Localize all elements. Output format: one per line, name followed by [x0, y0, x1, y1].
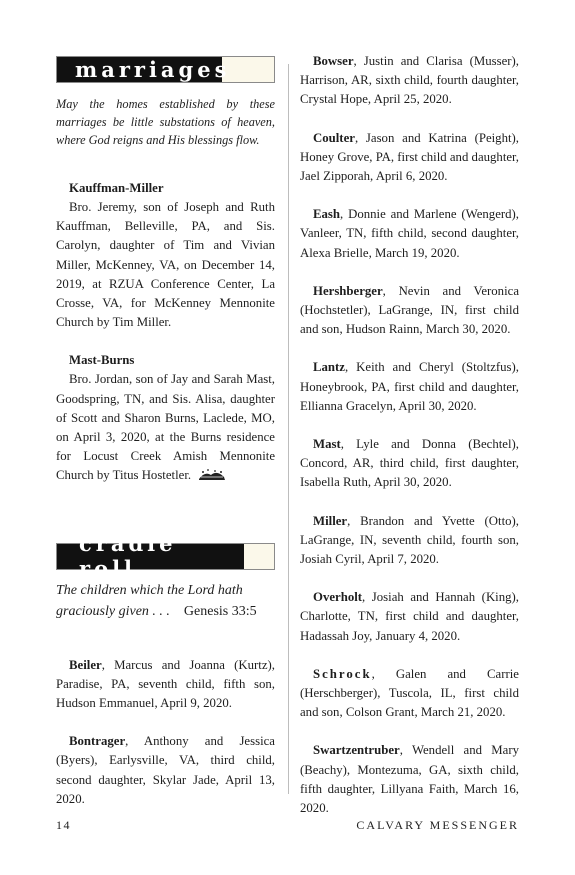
page-number: 14 — [56, 818, 71, 832]
birth-entry — [300, 129, 519, 187]
marriages-intro: May the homes established by these marriages be little substations of heaven, where God reigns and His blessings flow. — [56, 97, 275, 147]
birth-entry — [56, 732, 275, 809]
family-name: Beiler — [69, 657, 102, 672]
birth-entry — [300, 358, 519, 416]
verse-reference: Genesis 33:5 — [183, 603, 257, 619]
marriages-banner — [56, 56, 275, 83]
family-name: Eash — [313, 207, 341, 222]
birth-entry — [300, 741, 519, 818]
left-column — [56, 56, 275, 809]
birth-entry — [300, 52, 519, 110]
marriage-entry — [56, 351, 275, 485]
marriage-body: Bro. Jeremy, son of Joseph and Ruth Kauffman, Belleville, PA, and Sis. Carolyn, daughter of Tim and Vivian Miller, McKenney, VA, on December 14, 2019, at RZUA Conference Center, La Crosse, VA, for McKenney Mennonite Church by Tim Miller. — [56, 200, 275, 330]
birth-entry — [300, 588, 519, 646]
family-name: Bowser — [313, 54, 354, 68]
family-name: Hershberger — [313, 283, 383, 298]
family-name: Schrock — [313, 666, 372, 681]
birth-details: , Nevin and Veronica (Hochstetler), LaGrange, IN, first child and son, Hudson Rainn, March 30, 2020. — [300, 283, 519, 337]
birth-details: , Anthony and Jessica (Byers), Earlysville, VA, third child, second daughter, Skylar Jade, April 13, 2020. — [56, 734, 275, 806]
birth-details: , Galen and Carrie (Herschberger), Tuscola, IL, first child and son, Colson Grant, March 21, 2020. — [300, 666, 519, 720]
marriage-title: Kauffman-Miller — [69, 181, 164, 195]
birth-entry — [300, 282, 519, 340]
birth-details: , Wendell and Mary (Beachy), Montezuma, GA, sixth child, fifth daughter, Lillyana Faith, March 16, 2020. — [300, 743, 519, 816]
birth-details: , Jason and Katrina (Peight), Honey Grove, PA, first child and daughter, Jael Zipporah, April 6, 2020. — [300, 130, 520, 184]
birth-details: , Brandon and Yvette (Otto), LaGrange, IN, seventh child, fourth son, Josiah Cyril, April 7, 2020. — [300, 513, 519, 567]
birth-entry — [300, 205, 519, 263]
birth-details: , Justin and Clarisa (Musser), Harrison, AR, sixth child, fourth daughter, Crystal Hope, April 25, 2020. — [300, 54, 519, 107]
cradle-roll-quote: The children which the Lord hath graciously given . . . — [56, 582, 243, 619]
right-column — [300, 52, 519, 818]
family-name: Coulter — [313, 130, 355, 145]
cradle-roll-intro — [56, 580, 275, 622]
birth-entry — [300, 435, 519, 493]
cradle-roll-banner — [56, 531, 275, 582]
publication-title: CALVARY MESSENGER — [356, 818, 519, 832]
family-name: Swartzentruber — [313, 743, 400, 758]
marriage-entry — [56, 179, 275, 332]
birth-details: , Keith and Cheryl (Stoltzfus), Honeybrook, PA, first child and daughter, Ellianna Gracelyn, April 30, 2020. — [300, 360, 519, 413]
family-name: Mast — [313, 437, 341, 452]
birth-details: , Marcus and Joanna (Kurtz), Paradise, PA, seventh child, fifth son, Hudson Emmanuel, April 9, 2020. — [56, 657, 275, 711]
birth-entry — [300, 665, 519, 723]
marriage-body-text: Bro. Jordan, son of Jay and Sarah Mast, Goodspring, TN, and Sis. Alisa, daughter of Scott and Sharon Burns, Laclede, MO, on April 3, 2020, at the Burns residence for Locust Creek Amish Mennonite Church by Titus Hostetler. — [56, 372, 275, 483]
birth-details: , Lyle and Donna (Bechtel), Concord, AR, third child, first daughter, Isabella Ruth, April 30, 2020. — [300, 437, 519, 490]
column-divider — [288, 64, 289, 794]
birth-details: , Donnie and Marlene (Wengerd), Vanleer, TN, fifth child, second daughter, Alexa Brielle, March 19, 2020. — [300, 207, 519, 260]
cradle-roll-heading: cradle roll — [57, 544, 244, 569]
marriages-heading: marriages — [57, 57, 222, 82]
family-name: Lantz — [313, 360, 345, 375]
family-name: Overholt — [313, 590, 363, 605]
marriage-body — [56, 370, 275, 485]
birth-entry — [56, 656, 275, 714]
family-name: Miller — [313, 513, 348, 528]
birth-details: , Josiah and Hannah (King), Charlotte, TN, first child and daughter, Hadassah Joy, January 4, 2020. — [300, 590, 519, 643]
family-name: Bontrager — [69, 734, 126, 749]
section-end-ornament-icon — [197, 468, 227, 481]
birth-entry — [300, 512, 519, 570]
marriage-title: Mast-Burns — [69, 353, 135, 368]
